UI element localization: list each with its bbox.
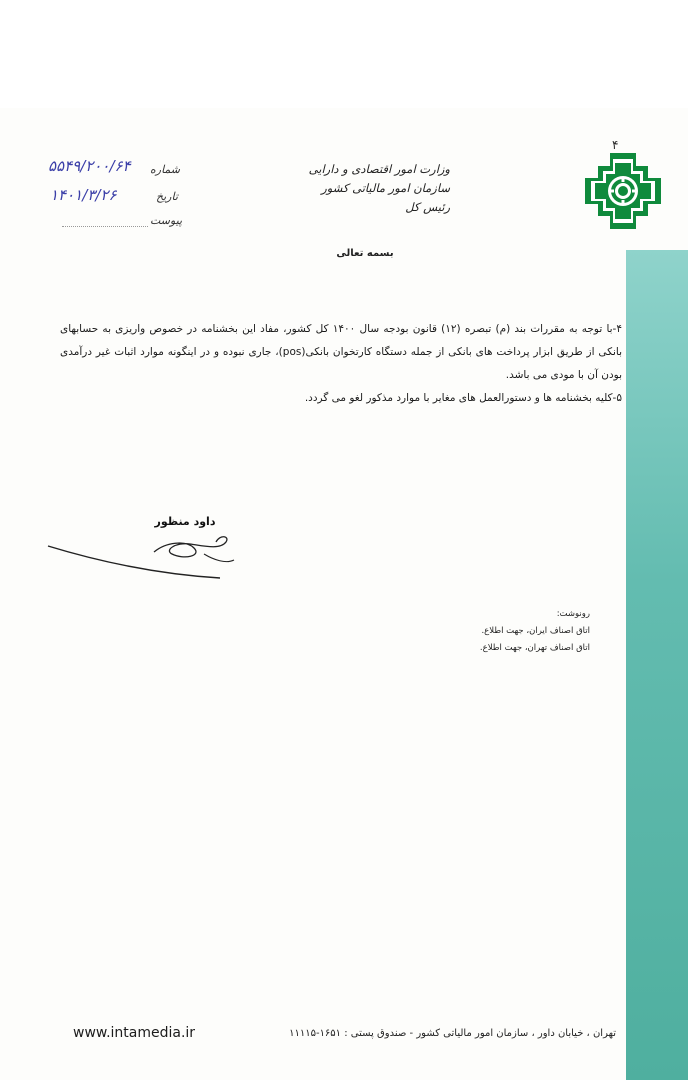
footer-address: تهران ، خیابان داور ، سازمان امور مالیاتی کشور - صندوق پستی : ۱۶۵۱-۱۱۱۱۵ bbox=[289, 1028, 616, 1039]
page-number: ۴ bbox=[612, 138, 619, 152]
letterhead bbox=[300, 160, 450, 217]
cc-item: اتاق اصناف ایران، جهت اطلاع. bbox=[481, 626, 590, 636]
footer-website: www.intamedia.ir bbox=[73, 1025, 196, 1041]
top-margin bbox=[0, 0, 688, 108]
date-value: ۱۴۰۱/۳/۲۶ bbox=[50, 186, 117, 204]
attachment-line bbox=[62, 226, 148, 227]
attachment-label: پیوست bbox=[150, 214, 183, 227]
carbon-copy bbox=[420, 606, 590, 657]
position-title: رئیس کل bbox=[405, 200, 450, 214]
cc-item: اتاق اصناف تهران، جهت اطلاع. bbox=[479, 643, 590, 653]
handwritten-signature bbox=[44, 530, 244, 590]
paragraph-4: ۴-با توجه به مقررات بند (م) تبصره (۱۲) قانون بودجه سال ۱۴۰۰ کل کشور، مفاد این بخشنامه در خصوص واریزی به حسابهای بانکی از طریق ابزار پرداخت های بانکی از جمله دستگاه کارتخوان بانکی(pos)، جاری نبوده و در اینگونه موارد اثبات غیر درآمدی بودن آن با مودی می باشد. bbox=[60, 323, 622, 381]
decorative-side-band bbox=[626, 250, 688, 1080]
ministry-name: وزارت امور اقتصادی و دارایی bbox=[308, 162, 450, 176]
cc-label: رونوشت: bbox=[556, 609, 590, 619]
tax-organization-emblem-icon bbox=[584, 152, 662, 230]
paragraph-5: ۵-کلیه بخشنامه ها و دستورالعمل های مغایر با موارد مذکور لغو می گردد. bbox=[304, 392, 622, 404]
signer-name: داود منظور bbox=[154, 515, 216, 528]
number-label: شماره bbox=[150, 163, 181, 176]
date-label: تاریخ bbox=[156, 190, 178, 203]
letter-body bbox=[60, 318, 622, 410]
number-value: ۵۵۴۹/۲۰۰/۶۴ bbox=[48, 157, 131, 175]
organization-name: سازمان امور مالیاتی کشور bbox=[321, 181, 450, 195]
bismillah: بسمه تعالی bbox=[336, 248, 394, 259]
